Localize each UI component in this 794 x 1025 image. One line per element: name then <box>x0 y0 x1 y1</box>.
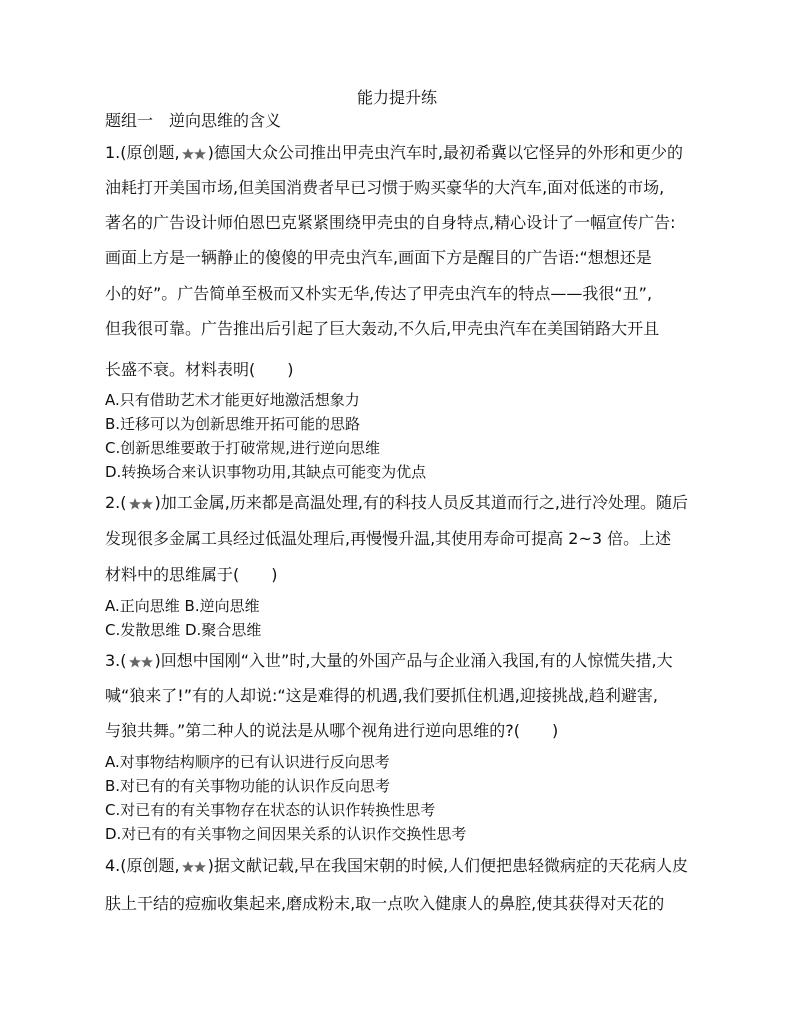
difficulty-star-icon <box>181 147 207 161</box>
question-3-option-c[interactable]: C.对已有的有关事物存在状态的认识作转换性思考 <box>105 801 436 819</box>
question-2-options-row-1[interactable]: A.正向思维 B.逆向思维 <box>105 597 260 615</box>
question-3-text: )回想中国刚“入世”时,大量的外国产品与企业涌入我国,有的人惊慌失措,大 <box>154 651 673 670</box>
question-1-line-6: 但我很可靠。广告推出后引起了巨大轰动,不久后,甲壳虫汽车在美国销路大开且 <box>105 319 660 338</box>
question-3-number: 3.( <box>105 651 127 670</box>
question-1-line-5: 小的好”。广告简单至极而又朴实无华,传达了甲壳虫汽车的特点——我很“丑”, <box>105 284 653 303</box>
question-2-line-2: 发现很多金属工具经过低温处理后,再慢慢升温,其使用寿命可提高 2~3 倍。上述 <box>105 529 672 548</box>
question-1-number: 1.( <box>105 143 127 162</box>
question-1-line-7: 长盛不衰。材料表明( ) <box>105 360 294 379</box>
question-2-text: )加工金属,历来都是高温处理,有的科技人员反其道而行之,进行冷处理。随后 <box>154 493 689 512</box>
question-4-text: )据文献记载,早在我国宋朝的时候,人们便把患轻微病症的天花病人皮 <box>207 856 689 875</box>
question-2-line-3: 材料中的思维属于( ) <box>105 565 278 584</box>
question-4-number: 4.( <box>105 856 127 875</box>
question-1-option-b[interactable]: B.迁移可以为创新思维开拓可能的思路 <box>105 415 361 433</box>
question-1-source: 原创题, <box>126 143 180 162</box>
group-heading: 题组一 逆向思维的含义 <box>105 111 282 130</box>
difficulty-star-icon <box>128 497 154 511</box>
question-4-source: 原创题, <box>126 856 180 875</box>
question-1-line-4: 画面上方是一辆静止的傻傻的甲壳虫汽车,画面下方是醒目的广告语:“想想还是 <box>105 248 652 267</box>
question-2-number: 2.( <box>105 493 127 512</box>
question-4-line-2: 肤上干结的痘痂收集起来,磨成粉末,取一点吹入健康人的鼻腔,使其获得对天花的 <box>105 894 665 913</box>
question-3-option-a[interactable]: A.对事物结构顺序的已有认识进行反向思考 <box>105 753 390 771</box>
question-1-line-3: 著名的广告设计师伯恩巴克紧紧围绕甲壳虫的自身特点,精心设计了一幅宣传广告: <box>105 213 676 232</box>
question-1-text: )德国大众公司推出甲壳虫汽车时,最初希冀以它怪异的外形和更少的 <box>207 143 683 162</box>
question-4-line-1 <box>105 855 688 877</box>
question-1-option-c[interactable]: C.创新思维要敢于打破常规,进行逆向思维 <box>105 439 381 457</box>
question-3-option-d[interactable]: D.对已有的有关事物之间因果关系的认识作交换性思考 <box>105 825 467 843</box>
page-title: 能力提升练 <box>356 88 437 107</box>
question-3-line-1 <box>105 650 673 672</box>
question-1-option-d[interactable]: D.转换场合来认识事物功用,其缺点可能变为优点 <box>105 463 427 481</box>
question-1-option-a[interactable]: A.只有借助艺术才能更好地激活想象力 <box>105 391 360 409</box>
question-1-line-1 <box>105 142 683 164</box>
difficulty-star-icon <box>181 860 207 874</box>
question-2-line-1 <box>105 492 688 514</box>
question-3-line-3: 与狼共舞。”第二种人的说法是从哪个视角进行逆向思维的?( ) <box>105 721 559 740</box>
difficulty-star-icon <box>128 655 154 669</box>
question-2-options-row-2[interactable]: C.发散思维 D.聚合思维 <box>105 621 262 639</box>
question-1-line-2: 油耗打开美国市场,但美国消费者早已习惯于购买豪华的大汽车,面对低迷的市场, <box>105 178 665 197</box>
question-3-line-2: 喊“狼来了!”有的人却说:“这是难得的机遇,我们要抓住机遇,迎接挑战,趋利避害, <box>105 686 659 705</box>
question-3-option-b[interactable]: B.对已有的有关事物功能的认识作反向思考 <box>105 777 391 795</box>
